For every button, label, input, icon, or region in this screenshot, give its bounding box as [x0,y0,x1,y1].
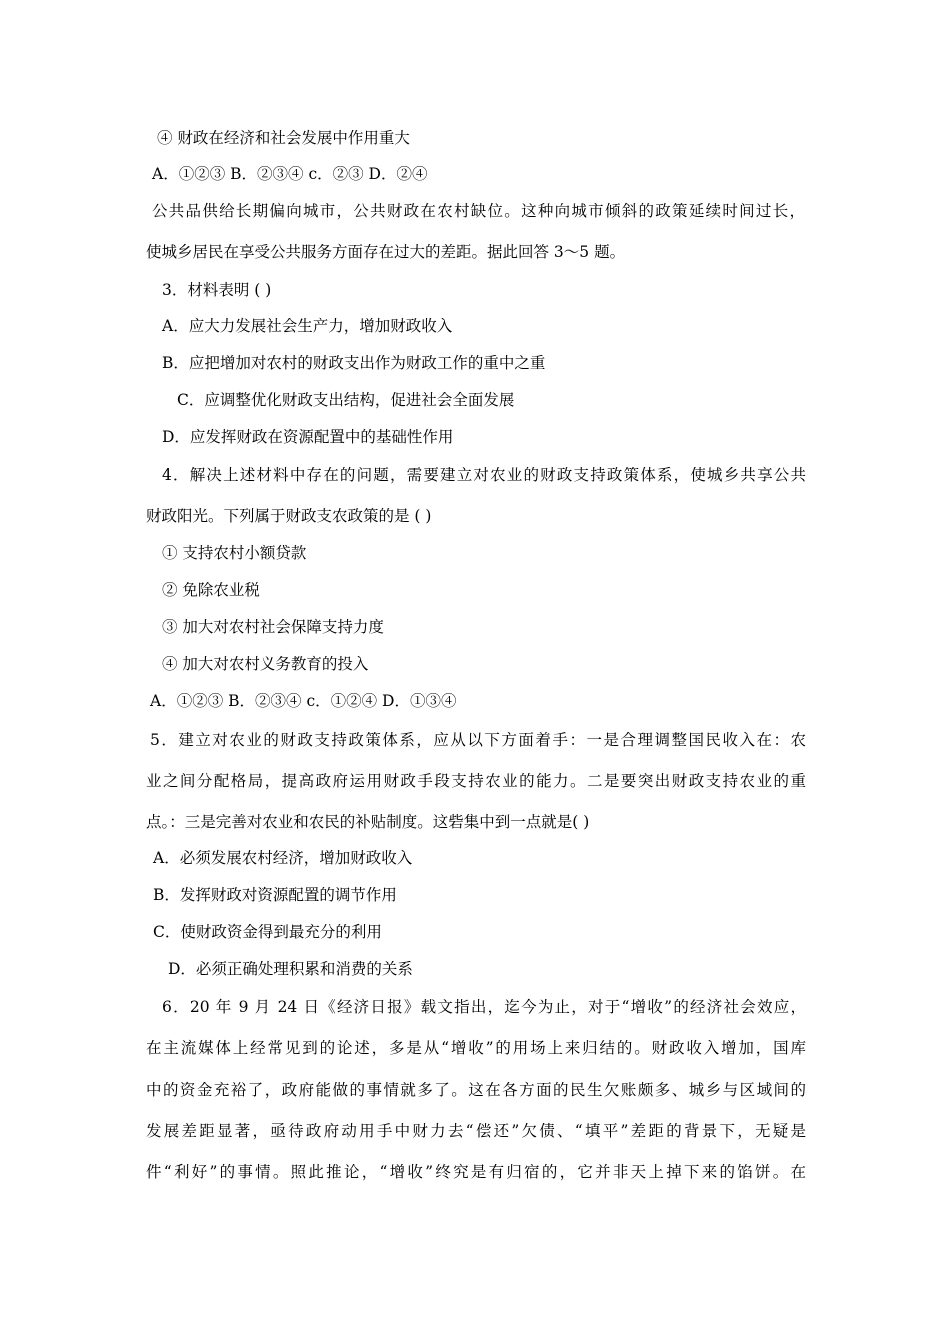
question-4-line-1: 4．解决上述材料中存在的问题，需要建立对农业的财政支持政策体系，使城乡共享公共 [162,466,806,484]
q4-item-1: ① 支持农村小额贷款 [162,544,307,562]
question-6-line-5: 件“利好”的事情。照此推论，“增收”终究是有归宿的，它并非天上掉下来的馅饼。在 [146,1163,806,1181]
question-4-line-2: 财政阳光。下列属于财政支农政策的是 ( ) [146,507,432,525]
q3-option-d: D．应发挥财政在资源配置中的基础性作用 [162,428,454,446]
question-6-line-1: 6．20 年 9 月 24 日《经济日报》载文指出，迄今为止，对于“增收”的经济社会效应， [162,998,806,1016]
q5-option-d: D．必须正确处理积累和消费的关系 [168,960,413,978]
q5-option-b: B．发挥财政对资源配置的调节作用 [153,886,397,904]
q3-option-b: B．应把增加对农村的财政支出作为财政工作的重中之重 [162,354,546,372]
material-paragraph-line-1: 公共品供给长期偏向城市，公共财政在农村缺位。这种向城市倾斜的政策延续时间过长， [152,202,805,220]
question-6-line-2: 在主流媒体上经常见到的论述，多是从“增收”的用场上来归结的。财政收入增加，国库 [146,1039,806,1057]
material-paragraph-line-2: 使城乡居民在享受公共服务方面存在过大的差距。据此回答 3～5 题。 [146,243,626,261]
question-5-line-2: 业之间分配格局，提高政府运用财政手段支持农业的能力。二是要突出财政支持农业的重 [146,772,806,790]
question-3: 3．材料表明 ( ) [162,281,272,299]
q4-item-2: ② 免除农业税 [162,581,260,599]
question-5-line-3: 点。：三是完善对农业和农民的补贴制度。这砦集中到一点就是( ) [146,813,590,831]
q3-option-c: C．应调整优化财政支出结构，促进社会全面发展 [177,391,515,409]
q5-option-c: C．使财政资金得到最充分的利用 [153,923,382,941]
q4-item-3: ③ 加大对农村社会保障支持力度 [162,618,384,636]
answer-choices-q2: A．①②③ B．②③④ c．②③ D．②④ [152,165,428,183]
answer-choices-q4: A．①②③ B．②③④ c．①②④ D．①③④ [150,692,457,710]
question-6-line-3: 中的资金充裕了，政府能做的事情就多了。这在各方面的民生欠账颇多、城乡与区域间的 [146,1081,806,1099]
option-line-4: ④ 财政在经济和社会发展中作用重大 [157,129,410,147]
question-6-line-4: 发展差距显著，亟待政府动用手中财力去“偿还”欠债、“填平”差距的背景下，无疑是 [146,1122,806,1140]
q4-item-4: ④ 加大对农村义务教育的投入 [162,655,369,673]
q5-option-a: A．必须发展农村经济，增加财政收入 [153,849,413,867]
q3-option-a: A．应大力发展社会生产力，增加财政收入 [162,317,453,335]
question-5-line-1: 5．建立对农业的财政支持政策体系，应从以下方面着手：一是合理调整国民收入在：农 [150,731,806,749]
